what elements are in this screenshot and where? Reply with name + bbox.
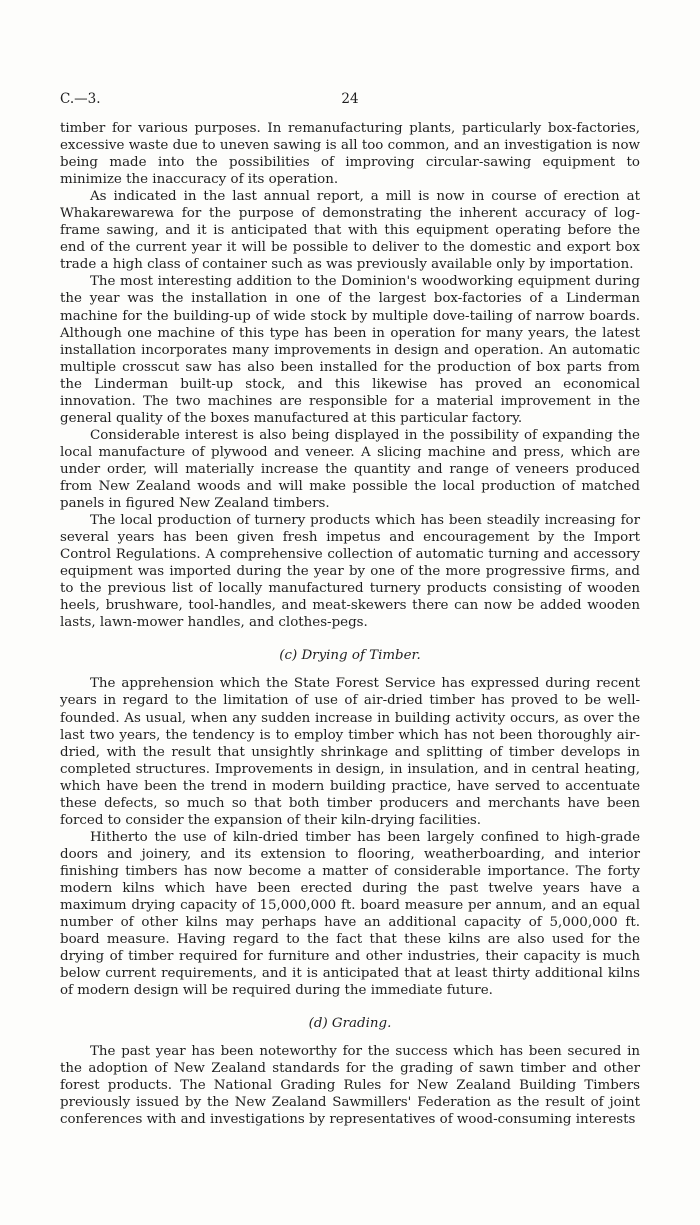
paragraph-log-frame-mill: As indicated in the last annual report, a mill is now in course of erection at Whakarewarewa for the purpose of demonstrating the inherent accuracy of log-frame sawing, and it is anticipated that with this equipment operating before the end of the current year it will be possible to deliver to the domestic and export box trade a high class of container such as was previously available only by importation. xyxy=(60,189,640,273)
section-heading-grading: (d) Grading. xyxy=(308,1016,392,1032)
body-text xyxy=(60,120,640,1129)
document-reference: C.—3. xyxy=(60,91,101,107)
paragraph-linderman-machine: The most interesting addition to the Dominion's woodworking equipment during the year was the installation in one of the largest box-factories of a Linderman machine for the building-up of wide stock by multiple dove-tailing of narrow boards. Although one machine of this type has been in operation for many years, the latest installation incorporates many improvements in design and operation. An automatic multiple crosscut saw has also been installed for the production of box parts from the Linderman built-up stock, and this likewise has proved an economical innovation. The two machines are responsible for a material improvement in the general quality of the boxes manufactured at this particular factory. xyxy=(60,274,640,426)
section-heading-drying: (c) Drying of Timber. xyxy=(279,648,421,664)
page-header xyxy=(60,91,640,111)
paragraph-turnery: The local production of turnery products which has been steadily increasing for several years has been given fresh impetus and encouragement by the Import Control Regulations. A comprehensive collection of automatic turning and accessory equipment was imported during the year by one of the more progressive firms, and to the previous list of locally manufactured turnery products consisting of wooden heels, brushware, tool-handles, and meat-skewers there can now be added wooden lasts, lawn-mower handles, and clothes-pegs. xyxy=(60,513,640,631)
paragraph-kiln-dried: Hitherto the use of kiln-dried timber has been largely confined to high-grade doors and joinery, and its extension to flooring, weatherboarding, and interior finishing timbers has now become a matter of considerable importance. The forty modern kilns which have been erected during the past twelve years have a maximum drying capacity of 15,000,000 ft. board measure per annum, and an equal number of other kilns may perhaps have an additional capacity of 5,000,000 ft. board measure. Having regard to the fact that these kilns are also used for the drying of timber required for furniture and other industries, their capacity is much below current requirements, and it is anticipated that at least thirty additional kilns of modern design will be required during the immediate future. xyxy=(60,829,640,999)
paragraph-air-dried: The apprehension which the State Forest Service has expressed during recent years in regard to the limitation of use of air-dried timber has proved to be well-founded. As usual, when any sudden increase in building activity occurs, as over the last two years, the tendency is to employ timber which has not been thoroughly air-dried, with the result that unsightly shrinkage and splitting of timber develops in completed structures. Improvements in design, in insulation, and in central heating, which have been the trend in modern building practice, have served to accentuate these defects, so much so that both timber producers and merchants have been forced to consider the expansion of their kiln-drying facilities. xyxy=(60,676,640,828)
page-number: 24 xyxy=(341,91,359,107)
paragraph-plywood-veneer: Considerable interest is also being displayed in the possibility of expanding the local manufacture of plywood and veneer. A slicing machine and press, which are under order, will materially increase the quantity and range of veneers produced from New Zealand woods and will make possible the local production of matched panels in figured New Zealand timbers. xyxy=(60,427,640,512)
paragraph-grading-standards: The past year has been noteworthy for the success which has been secured in the adoption of New Zealand standards for the grading of sawn timber and other forest products. The National Grading Rules for New Zealand Building Timbers previously issued by the New Zealand Sawmillers' Federation as the result of joint conferences with and investigations by representatives of wood-consuming interests xyxy=(60,1044,640,1128)
paragraph-continued: timber for various purposes. In remanufacturing plants, particularly box-factories, excessive waste due to uneven sawing is all too common, and an investigation is now being made into the possibilities of improving circular-sawing equipment to minimize the inaccuracy of its operation. xyxy=(60,121,640,188)
